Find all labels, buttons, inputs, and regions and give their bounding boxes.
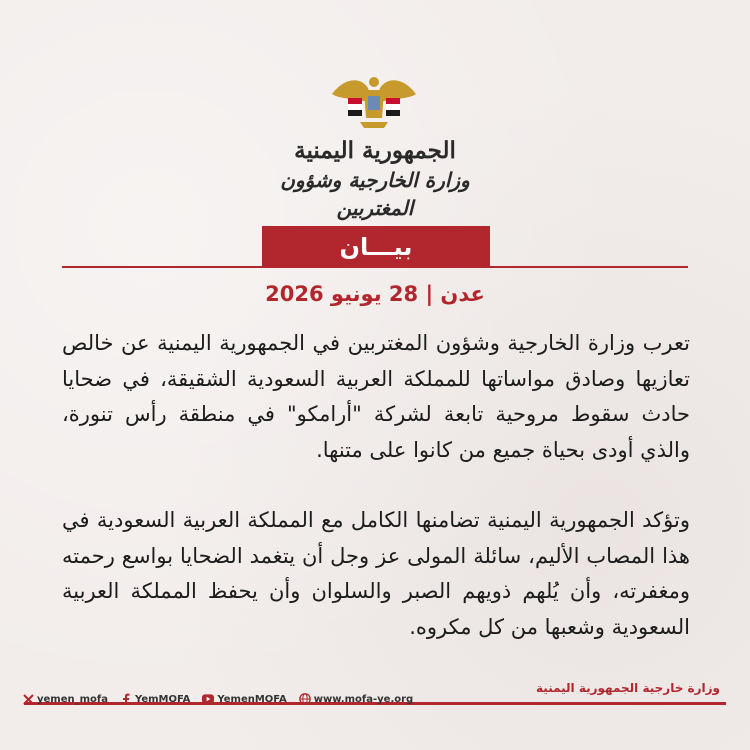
- social-website[interactable]: [299, 693, 413, 705]
- youtube-icon: [202, 693, 214, 705]
- social-x-label: yemen_mofa: [37, 693, 109, 705]
- statement-dateline: عدن | 28 يونيو 2026: [265, 282, 485, 306]
- social-youtube[interactable]: [202, 693, 286, 705]
- x-icon: [22, 693, 34, 705]
- social-youtube-label: YemenMOFA: [217, 693, 287, 705]
- country-name: الجمهورية اليمنية: [294, 137, 456, 164]
- social-x[interactable]: [22, 693, 108, 705]
- statement-body: [62, 326, 690, 645]
- ministry-name: وزارة الخارجية وشؤون المغتربين: [280, 168, 470, 220]
- body-paragraph: تعرب وزارة الخارجية وشؤون المغتربين في الجمهورية اليمنية عن خالص تعازيها وصادق مواساتها للمملكة العربية السعودية الشقيقة، في ضحايا حادث سقوط مروحية تابعة لشركة "أرامكو" في منطقة رأس تنورة، والذي أودى بحياة جميع من كانوا على متنها.: [62, 331, 690, 462]
- social-website-label: www.mofa-ye.org: [313, 693, 414, 705]
- statement-title: بيـــان: [262, 226, 490, 268]
- social-links: [22, 690, 413, 708]
- social-facebook-label: YemMOFA: [135, 693, 191, 705]
- body-paragraph: وتؤكد الجمهورية اليمنية تضامنها الكامل مع المملكة العربية السعودية في هذا المصاب الأليم، سائلة المولى عز وجل أن يتغمد الضحايا بواسع رحمته ومغفرته، وأن يُلهم ذويهم الصبر والسلوان وأن يحفظ المملكة العربية السعودية وشعبها من كل مكروه.: [62, 508, 690, 639]
- facebook-icon: [120, 693, 132, 705]
- social-facebook[interactable]: [120, 693, 190, 705]
- ministry-header: [250, 136, 500, 222]
- globe-icon: [299, 693, 311, 705]
- footer-org-name: وزارة خارجية الجمهورية اليمنية: [536, 681, 720, 695]
- yemen-emblem-icon: [326, 72, 422, 134]
